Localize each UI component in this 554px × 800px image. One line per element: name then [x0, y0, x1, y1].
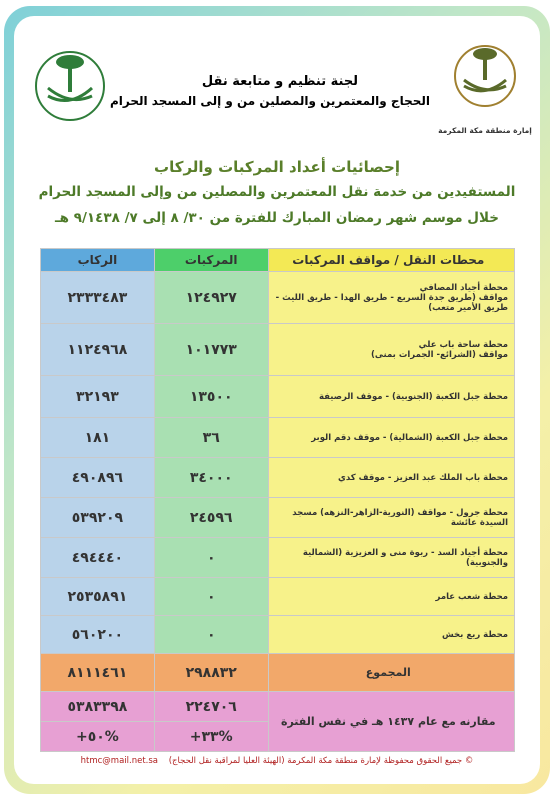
committee-emblem-icon: [30, 44, 110, 134]
vehicles-cell: ١٠١٧٧٣: [154, 324, 268, 376]
table-row: [41, 616, 515, 654]
passengers-cell: ١١٢٤٩٦٨: [41, 324, 155, 376]
table-row: [41, 324, 515, 376]
total-row: [41, 654, 515, 692]
station-name: محطة أجياد السد - ربوة منى و العزيزية (الشمالية والجنوبية): [268, 538, 514, 578]
station-name: محطة جبل الكعبة (الشمالية) - موقف دقم الوبر: [268, 418, 514, 458]
table-row: [41, 538, 515, 578]
table-row: [41, 578, 515, 616]
passengers-cell: ١٨١: [41, 418, 155, 458]
station-name: محطة ريع بخش: [268, 616, 514, 654]
total-vehicles: ٢٩٨٨٣٢: [154, 654, 268, 692]
station-name: محطة أجياد المصافي: [419, 282, 508, 293]
vehicles-cell: ٠: [154, 616, 268, 654]
station-name: محطة شعب عامر: [268, 578, 514, 616]
footer-email[interactable]: htmc@mail.net.sa: [80, 756, 158, 766]
passengers-cell: ٤٩٤٤٤٠: [41, 538, 155, 578]
passengers-cell: ٢٣٣٣٤٨٣: [41, 272, 155, 324]
committee-line1: لجنة تنظيم و متابعة نقل: [201, 74, 359, 89]
station-detail: مواقف (طريق جدة السريع - طريق الهدا - طريق الليث - طريق الأمير متعب): [275, 292, 508, 313]
comparison-row: [41, 692, 515, 722]
header-passengers: الركاب: [41, 249, 155, 272]
passengers-cell: ٤٩٠٨٩٦: [41, 458, 155, 498]
emirate-label: إمارة منطقة مكة المكرمة: [438, 126, 532, 135]
comparison-passengers: ٥٣٨٣٣٩٨: [41, 692, 155, 722]
vehicles-cell: ٠: [154, 538, 268, 578]
vehicles-cell: ٣٤٠٠٠: [154, 458, 268, 498]
passengers-cell: ٣٢١٩٣: [41, 376, 155, 418]
station-cell: [268, 324, 514, 376]
footer-copyright: © جميع الحقوق محفوظة لإمارة منطقة مكة المكرمة (الهيئة العليا لمراقبة نقل الحجاج): [168, 756, 474, 766]
table-row: [41, 376, 515, 418]
table-row: [41, 458, 515, 498]
committee-line2: الحجاج والمعتمرين والمصلين من و إلى المسجد الحرام: [109, 94, 430, 108]
station-name: محطة جبل الكعبة (الجنوبية) - موقف الرصيفة: [268, 376, 514, 418]
header-station: محطات النقل / مواقف المركبات: [268, 249, 514, 272]
passengers-change-pct: %٥٠+: [41, 722, 155, 752]
station-detail: مواقف (الشرائع- الجمرات بمنى): [371, 349, 508, 360]
total-passengers: ٨١١١٤٦١: [41, 654, 155, 692]
comparison-label: مقارنه مع عام ١٤٣٧ هـ في نفس الفترة: [268, 692, 514, 752]
footer: [0, 756, 554, 766]
table-row: [41, 272, 515, 324]
title-line2: المستفيدين من خدمة نقل المعتمرين والمصلين من وإلى المسجد الحرام: [38, 184, 516, 200]
table-header-row: [41, 249, 515, 272]
emirate-emblem-icon: [440, 40, 530, 120]
vehicles-cell: ٠: [154, 578, 268, 616]
station-name: محطة ساحة باب علي: [418, 339, 508, 350]
vehicles-cell: ٣٦: [154, 418, 268, 458]
passengers-cell: ٥٣٩٢٠٩: [41, 498, 155, 538]
station-name: محطة باب الملك عبد العزيز - موقف كدي: [268, 458, 514, 498]
vehicles-cell: ١٣٥٠٠: [154, 376, 268, 418]
vehicles-cell: ١٢٤٩٢٧: [154, 272, 268, 324]
vehicles-cell: ٢٤٥٩٦: [154, 498, 268, 538]
vehicles-change-pct: %٣٣+: [154, 722, 268, 752]
comparison-vehicles: ٢٢٤٧٠٦: [154, 692, 268, 722]
passengers-cell: ٥٦٠٢٠٠: [41, 616, 155, 654]
table-row: [41, 498, 515, 538]
header-vehicles: المركبات: [154, 249, 268, 272]
station-name: محطة جرول - مواقف (النورية-الزاهر-النزهه) مسجد السيدة عائشة: [268, 498, 514, 538]
statistics-table: [40, 248, 515, 752]
title-line3: خلال موسم شهر رمضان المبارك للفترة من ٣٠/ ٨ إلى ٧/ ٩/١٤٣٨ هـ: [55, 210, 499, 226]
station-cell: [268, 272, 514, 324]
passengers-cell: ٢٥٣٥٨٩١: [41, 578, 155, 616]
title-line1: إحصائيات أعداد المركبات والركاب: [154, 158, 400, 176]
total-label: المجموع: [268, 654, 514, 692]
table-row: [41, 418, 515, 458]
